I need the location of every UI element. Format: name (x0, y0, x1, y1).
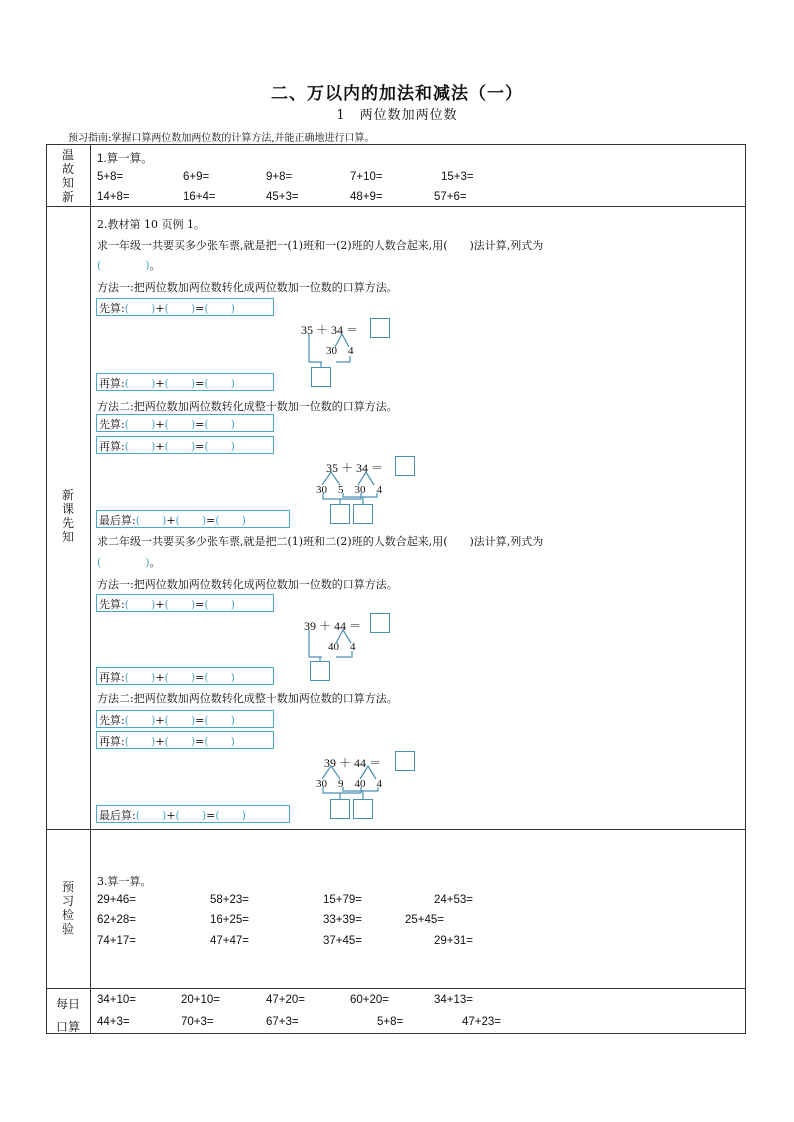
first-step: 先算:( )+( )=( ) (99, 598, 235, 611)
section-label-review: 温 故 知 新 (61, 148, 74, 204)
problem: 25+45= (405, 914, 445, 926)
problem: 16+25= (210, 914, 250, 926)
problem: 47+23= (462, 1016, 502, 1028)
review-heading: 1.算一算。 (97, 153, 153, 165)
equation-1: 35 ＋ 34 ＝ (301, 323, 359, 337)
problem: 47+47= (210, 935, 250, 947)
first-step: 先算:( )+( )=( ) (99, 714, 235, 727)
problem: 48+9= (350, 191, 383, 203)
problem: 29+31= (434, 935, 474, 947)
problem: 15+3= (441, 171, 474, 183)
then-step: 再算:( )+( )=( ) (99, 377, 235, 390)
then-step: 再算:( )+( )=( ) (99, 440, 235, 453)
page-title: 二、万以内的加法和减法（一） (271, 84, 523, 104)
question-2: 求二年级一共要买多少张车票,就是把二(1)班和二(2)班的人数合起来,用( )法计算,列式为 (97, 535, 544, 548)
problem: 47+20= (266, 994, 306, 1006)
problem: 33+39= (323, 914, 363, 926)
problem: 62+28= (97, 914, 137, 926)
problem: 5+8= (377, 1016, 404, 1028)
section-label-check: 预 习 检 验 (61, 880, 74, 936)
question-1: 求一年级一共要买多少张车票,就是把一(1)班和一(2)班的人数合起来,用( )法计算,列式为 (97, 239, 544, 252)
first-step: 先算:( )+( )=( ) (99, 418, 235, 431)
problem: 29+46= (97, 894, 137, 906)
then-step: 再算:( )+( )=( ) (99, 735, 235, 748)
problem: 6+9= (183, 171, 210, 183)
check-heading: 3.算一算。 (97, 875, 152, 888)
first-step: 先算:( )+( )=( ) (99, 302, 235, 315)
question-2-answer[interactable]: ( )。 (97, 556, 161, 569)
problem: 58+23= (210, 894, 250, 906)
problem: 34+10= (97, 994, 137, 1006)
split-3: 40 4 (328, 641, 356, 653)
problem: 15+79= (323, 894, 363, 906)
preview-guide: 预习指南:掌握口算两位数加两位数的计算方法,并能正确地进行口算。 (68, 133, 375, 144)
section-label-daily: 每日 口算 (56, 997, 81, 1034)
section-label-new: 新 课 先 知 (61, 488, 74, 544)
split-1: 30 4 (326, 345, 354, 357)
equation-2: 35 ＋ 34 ＝ (326, 461, 384, 475)
method-1-desc: 方法一:把两位数加两位数转化成两位数加一位数的口算方法。 (97, 281, 398, 294)
problem: 60+20= (350, 994, 390, 1006)
page-subtitle: 1 两位数加两位数 (336, 108, 458, 123)
problem: 7+10= (350, 171, 383, 183)
problem: 70+3= (181, 1016, 214, 1028)
problem: 57+6= (434, 191, 467, 203)
problem: 45+3= (266, 191, 299, 203)
split-2: 30 5 30 4 (316, 484, 382, 496)
equation-3: 39 ＋ 44 ＝ (304, 619, 362, 633)
method-2-desc: 方法二:把两位数加两位数转化成整十数加一位数的口算方法。 (97, 400, 398, 413)
problem: 9+8= (266, 171, 293, 183)
problem: 14+8= (97, 191, 130, 203)
equation-4: 39 ＋ 44 ＝ (324, 756, 382, 770)
last-step: 最后算:( )+( )=( ) (99, 514, 246, 527)
problem: 24+53= (434, 894, 474, 906)
problem: 37+45= (323, 935, 363, 947)
method-3-desc: 方法一:把两位数加两位数转化成两位数加一位数的口算方法。 (97, 578, 398, 591)
problem: 20+10= (181, 994, 221, 1006)
problem: 74+17= (97, 935, 137, 947)
problem: 5+8= (97, 171, 124, 183)
problem: 67+3= (266, 1016, 299, 1028)
problem: 44+3= (97, 1016, 130, 1028)
question-1-answer[interactable]: ( )。 (97, 259, 161, 272)
method-4-desc: 方法二:把两位数加两位数转化成整十数加两位数的口算方法。 (97, 692, 398, 705)
problem: 34+13= (434, 994, 474, 1006)
lesson-heading: 2.教材第 10 页例 1。 (97, 218, 205, 231)
then-step: 再算:( )+( )=( ) (99, 671, 235, 684)
split-4: 30 9 40 4 (316, 778, 382, 790)
problem: 16+4= (183, 191, 216, 203)
last-step: 最后算:( )+( )=( ) (99, 809, 246, 822)
